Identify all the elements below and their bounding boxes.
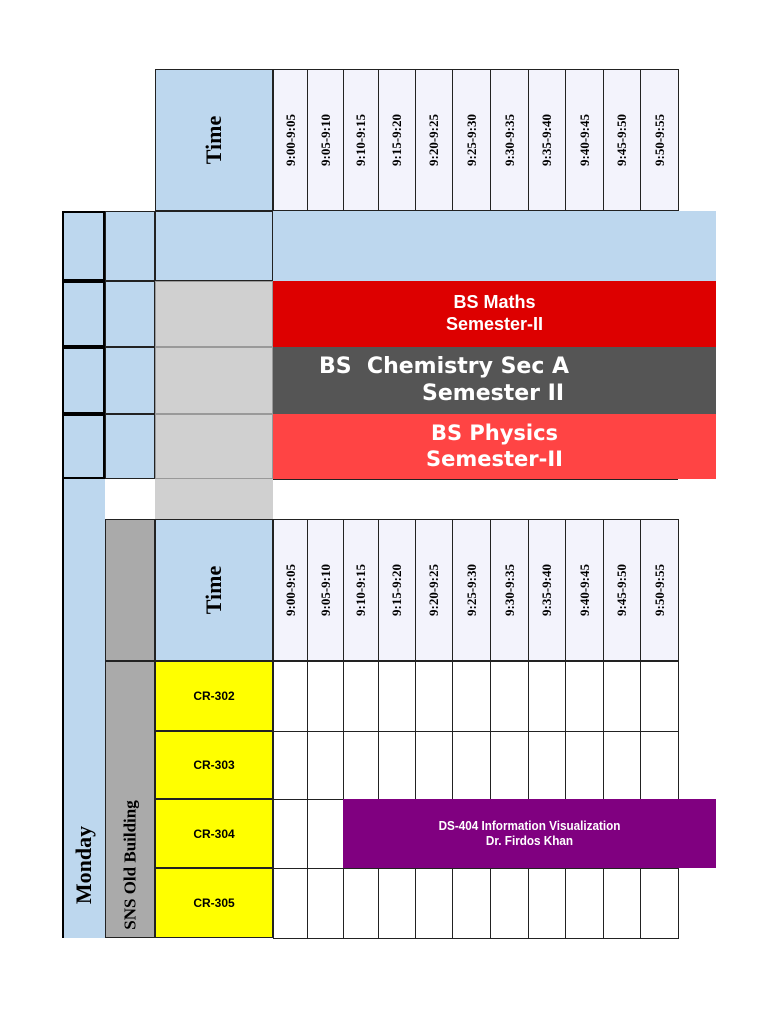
schedule-cell[interactable]: [490, 868, 529, 939]
building-label: SNS Old Building: [121, 800, 140, 930]
schedule-cell[interactable]: [490, 731, 529, 800]
schedule-cell[interactable]: [603, 868, 641, 939]
bottom-time-slot: [415, 519, 453, 661]
top-time-slot: [273, 69, 308, 211]
time-slot-label: 9:25-9:30: [463, 564, 479, 616]
bottom-time-slot: [603, 519, 641, 661]
schedule-cell[interactable]: [378, 731, 416, 800]
time-slot-label: 9:40-9:45: [576, 564, 592, 616]
day-label: Monday: [71, 825, 97, 905]
day-cell: [62, 479, 105, 938]
schedule-cell[interactable]: [273, 868, 308, 939]
time-slot-label: 9:40-9:45: [576, 114, 592, 166]
schedule-cell[interactable]: [273, 799, 308, 869]
bottom-time-slot: [452, 519, 491, 661]
bottom-time-slot: [528, 519, 566, 661]
top-time-slot: [640, 69, 679, 211]
mid-cell-3: [105, 347, 155, 414]
time-header-top-label: Time: [200, 115, 226, 165]
schedule-cell[interactable]: [565, 868, 604, 939]
time-slot-label: 9:15-9:20: [389, 564, 404, 616]
room-cr-303: [155, 731, 273, 799]
time-slot-label: 9:35-9:40: [539, 114, 554, 166]
bottom-time-slot: [490, 519, 529, 661]
room-label: CR-303: [193, 758, 235, 772]
left-cell-4: [62, 414, 105, 479]
top-time-slot: [307, 69, 344, 211]
top-time-slot: [565, 69, 604, 211]
room-label: CR-305: [193, 896, 235, 910]
bottom-time-slot: [565, 519, 604, 661]
band-bs-physics-line2: Semester-II: [426, 446, 563, 471]
band-bs-maths: [273, 281, 716, 347]
band-bs-chemistry-line1: BS Chemistry Sec A: [319, 354, 570, 380]
bottom-time-slot: [378, 519, 416, 661]
label-cell-2: [155, 281, 273, 347]
top-time-slot: [603, 69, 641, 211]
label-cell-1: [155, 211, 273, 281]
time-slot-label: 9:45-9:50: [614, 114, 629, 166]
band-bs-maths-line2: Semester-II: [445, 314, 544, 334]
time-slot-label: 9:20-9:25: [426, 114, 441, 166]
schedule-cell[interactable]: [307, 661, 344, 732]
band-bs-physics: [273, 414, 716, 479]
schedule-cell[interactable]: [378, 868, 416, 939]
schedule-cell[interactable]: [565, 731, 604, 800]
schedule-cell[interactable]: [378, 661, 416, 732]
class-block-ds-404[interactable]: [343, 799, 716, 868]
mid-cell-1: [105, 211, 155, 281]
time-header-bottom-label: Time: [200, 565, 226, 615]
schedule-cell[interactable]: [307, 799, 344, 869]
room-cr-305: [155, 868, 273, 938]
left-cell-2: [62, 281, 105, 347]
room-cr-304: [155, 799, 273, 868]
mid-cell-2: [105, 281, 155, 347]
band-bs-chemistry: [273, 347, 716, 414]
top-time-slot: [528, 69, 566, 211]
schedule-cell[interactable]: [640, 731, 679, 800]
bottom-time-slot: [307, 519, 344, 661]
schedule-cell[interactable]: [528, 661, 566, 732]
time-header-top: [155, 69, 273, 211]
label-cell-4: [155, 414, 273, 479]
schedule-cell[interactable]: [452, 868, 491, 939]
room-cr-302: [155, 661, 273, 731]
top-time-slot: [343, 69, 379, 211]
schedule-cell[interactable]: [343, 868, 379, 939]
schedule-cell[interactable]: [415, 661, 453, 732]
time-slot-label: 9:05-9:10: [317, 114, 333, 166]
schedule-cell[interactable]: [307, 731, 344, 800]
schedule-cell[interactable]: [452, 661, 491, 732]
top-time-slot: [415, 69, 453, 211]
band-bs-chemistry-line2: Semester II: [422, 380, 565, 406]
time-slot-label: 9:00-9:05: [282, 114, 298, 166]
label-cell-5: [155, 479, 273, 519]
schedule-cell[interactable]: [640, 868, 679, 939]
top-time-slot: [378, 69, 416, 211]
bottom-time-slot: [343, 519, 379, 661]
schedule-cell[interactable]: [273, 731, 308, 800]
schedule-cell[interactable]: [565, 661, 604, 732]
schedule-cell[interactable]: [273, 661, 308, 732]
schedule-cell[interactable]: [415, 868, 453, 939]
time-slot-label: 9:10-9:15: [353, 114, 368, 166]
class-block-instructor: Dr. Firdos Khan: [485, 832, 574, 848]
bottom-time-slot: [273, 519, 308, 661]
schedule-cell[interactable]: [528, 868, 566, 939]
schedule-cell[interactable]: [603, 731, 641, 800]
blue-strip: [273, 211, 716, 281]
schedule-cell[interactable]: [343, 661, 379, 732]
time-slot-label: 9:45-9:50: [614, 564, 629, 616]
room-label: CR-304: [193, 826, 235, 841]
schedule-cell[interactable]: [452, 731, 491, 800]
band-bs-maths-line1: BS Maths: [453, 292, 536, 313]
building-cell-top: [105, 519, 155, 661]
band-bs-physics-line1: BS Physics: [430, 421, 559, 446]
building-cell: [105, 661, 155, 938]
schedule-cell[interactable]: [528, 731, 566, 800]
time-slot-label: 9:30-9:35: [501, 564, 517, 616]
top-time-slot: [452, 69, 491, 211]
time-slot-label: 9:35-9:40: [539, 564, 554, 616]
time-slot-label: 9:05-9:10: [317, 564, 333, 616]
left-cell-1: [62, 211, 105, 281]
time-slot-label: 9:50-9:55: [651, 114, 667, 166]
schedule-cell[interactable]: [490, 661, 529, 732]
bottom-time-slot: [640, 519, 679, 661]
time-slot-label: 9:15-9:20: [389, 114, 404, 166]
mid-cell-4: [105, 414, 155, 479]
room-label: CR-302: [193, 689, 235, 703]
time-slot-label: 9:00-9:05: [282, 564, 298, 616]
left-cell-3: [62, 347, 105, 414]
class-block-title: DS-404 Information Visualization: [438, 818, 621, 834]
schedule-cell[interactable]: [307, 868, 344, 939]
schedule-cell[interactable]: [640, 661, 679, 732]
schedule-cell[interactable]: [603, 661, 641, 732]
schedule-cell[interactable]: [415, 731, 453, 800]
time-slot-label: 9:20-9:25: [426, 564, 441, 616]
time-slot-label: 9:10-9:15: [353, 564, 368, 616]
time-slot-label: 9:30-9:35: [501, 114, 517, 166]
label-cell-3: [155, 347, 273, 414]
band-divider: [273, 479, 678, 480]
time-header-bottom: [155, 519, 273, 661]
schedule-cell[interactable]: [343, 731, 379, 800]
time-slot-label: 9:25-9:30: [463, 114, 479, 166]
top-time-slot: [490, 69, 529, 211]
time-slot-label: 9:50-9:55: [651, 564, 667, 616]
